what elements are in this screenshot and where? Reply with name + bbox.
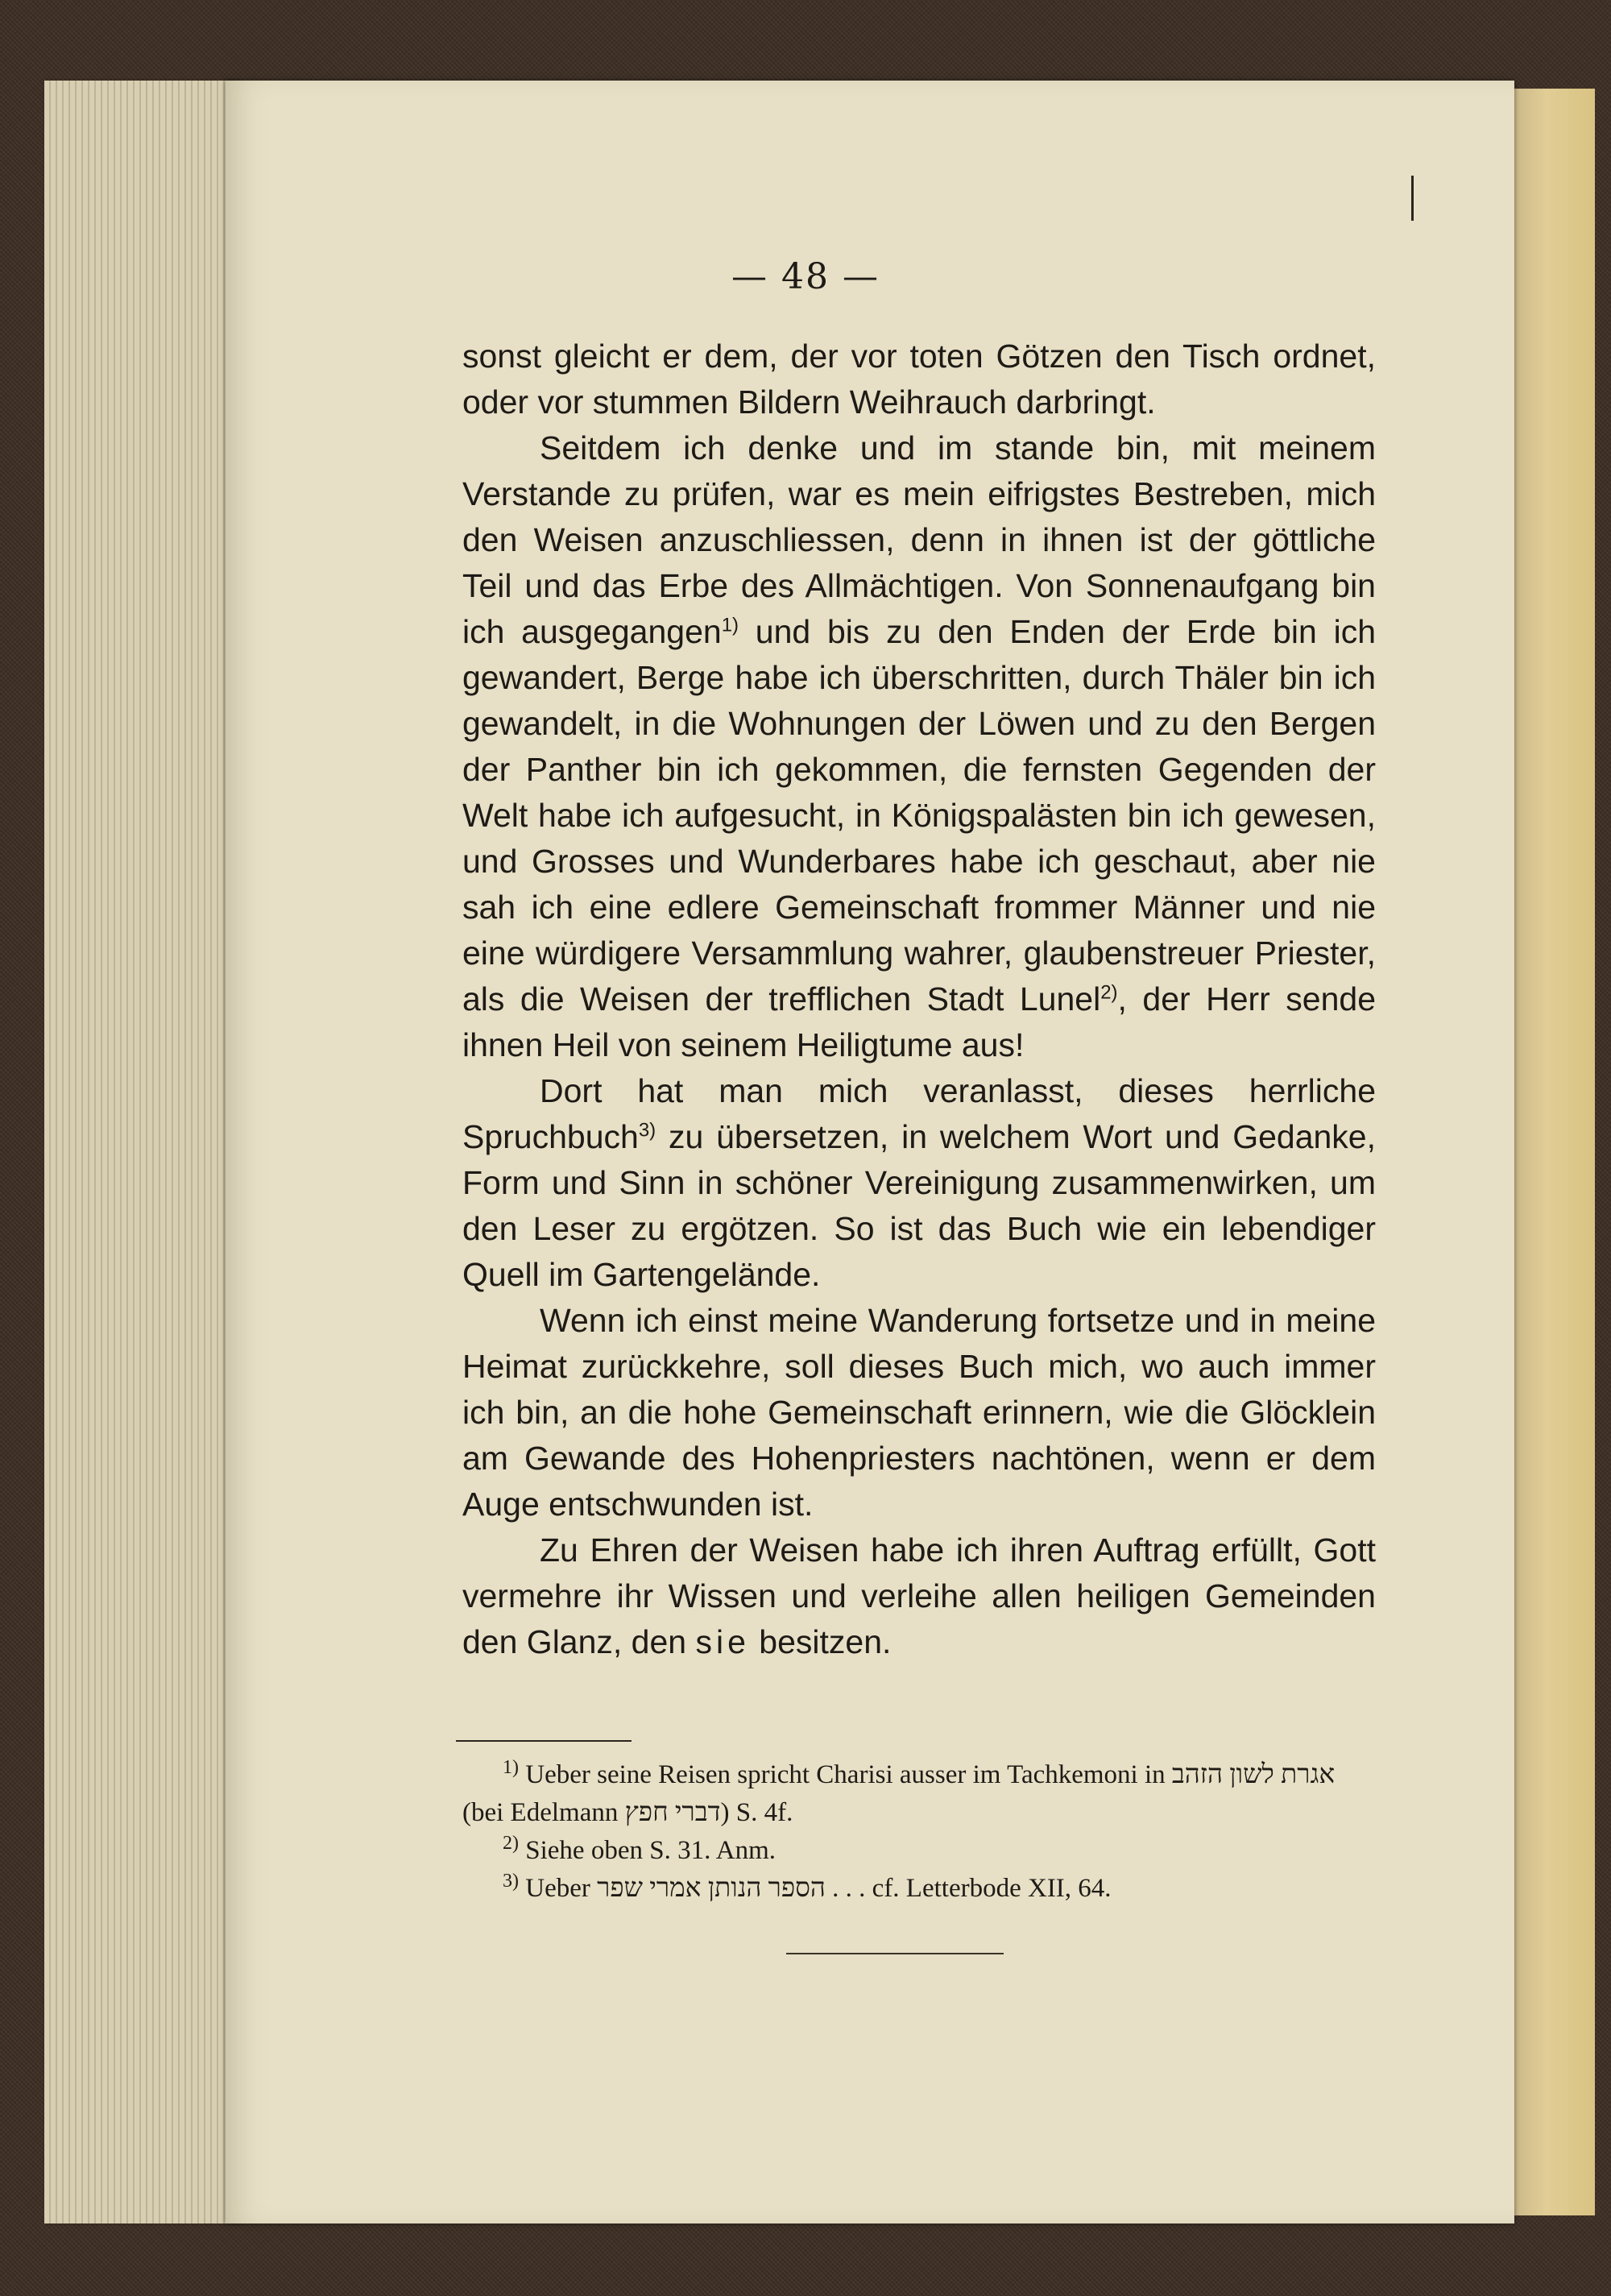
footnote-1 — [462, 1756, 1373, 1832]
paragraph-1-text: sonst gleicht er dem, der vor toten Götzen den Tisch ordnet, oder vor stummen Bildern Weihrauch darbringt. — [462, 338, 1376, 421]
page-mark — [1411, 176, 1414, 221]
footnote-ref-1: 1) — [721, 614, 739, 636]
paragraph-5-text-a: Zu Ehren der Weisen habe ich ihren Auftrag erfüllt, Gott vermehre ihr Wissen und verleihe allen heiligen Gemeinden den Glanz, den — [462, 1531, 1376, 1660]
footnotes — [462, 1756, 1373, 1908]
footnote-divider — [456, 1740, 632, 1742]
paragraph-5-spaced-word: sie — [695, 1623, 750, 1660]
footnote-2-text: Siehe oben S. 31. Anm. — [519, 1836, 776, 1865]
footnote-2 — [462, 1832, 1373, 1870]
footnote-3-mark: 3) — [503, 1871, 519, 1892]
footnote-1-text-c: ) S. 4f. — [720, 1798, 793, 1827]
page-right-edge — [1514, 89, 1595, 2215]
paragraph-5 — [462, 1527, 1376, 1665]
page-number: — 48 — — [731, 256, 880, 297]
paragraph-3-text-a: Dort hat man mich veranlasst, dieses herrliche Spruchbuch — [462, 1072, 1376, 1155]
footnote-ref-3: 3) — [638, 1119, 656, 1142]
footnote-3 — [462, 1870, 1373, 1908]
paragraph-5-text-b: besitzen. — [749, 1623, 892, 1660]
footnote-3-text-a: Ueber — [519, 1874, 598, 1903]
end-divider — [786, 1953, 1004, 1954]
paragraph-2-text-a: Seitdem ich denke und im stande bin, mit meinem Verstande zu prüfen, war es mein eifrigstes Bestreben, mich den Weisen anzuschliessen, denn in ihnen ist der göttliche Teil und das Erbe des Allmächtigen. Von Sonnenaufgang bin ich ausgegangen — [462, 429, 1376, 650]
paragraph-2-text-c: , der Herr sende ihnen Heil von seinem Heiligtume aus! — [462, 980, 1377, 1063]
footnote-1-text-b: (bei Edelmann — [462, 1798, 625, 1827]
paragraph-4-text: Wenn ich einst meine Wanderung fortsetze und in meine Heimat zurückkehre, soll dieses Buch mich, wo auch immer ich bin, an die hohe Gemeinschaft erinnern, wie die Glöcklein am Gewande des Hohenpriesters nachtönen, wenn er dem Auge entschwunden ist. — [462, 1302, 1376, 1523]
footnote-1-text-a: Ueber seine Reisen spricht Charisi ausser im Tachkemoni in — [519, 1760, 1172, 1789]
footnote-1-mark: 1) — [503, 1757, 519, 1778]
footnote-3-text-b: . . . cf. Letterbode XII, 64. — [825, 1874, 1112, 1903]
main-text — [462, 334, 1376, 1665]
paragraph-3-text-b: zu übersetzen, in welchem Wort und Gedanke, Form und Sinn in schöner Vereinigung zusammenwirken, um den Leser zu ergötzen. So ist das Buch wie ein lebendiger Quell im Gartengelände. — [462, 1118, 1376, 1293]
footnote-2-mark: 2) — [503, 1833, 519, 1854]
footnote-1-hebrew-source: דברי חפץ — [624, 1798, 721, 1827]
paragraph-2 — [462, 425, 1376, 1068]
paragraph-3 — [462, 1068, 1376, 1298]
paragraph-4 — [462, 1298, 1376, 1527]
page-stack-edges — [44, 81, 238, 2223]
paragraph-2-text-b: und bis zu den Enden der Erde bin ich gewandert, Berge habe ich überschritten, durch Thäler bin ich gewandelt, in die Wohnungen der Löwen und zu den Bergen der Panther bin ich gekommen, die fernsten Gegenden der Welt habe ich aufgesucht, in Königspalästen bin ich gewesen, und Grosses und Wunderbares habe ich geschaut, aber nie sah ich eine edlere Gemeinschaft frommer Männer und nie eine würdigere Versammlung wahrer, glaubenstreuer Priester, als die Weisen der trefflichen Stadt Lunel — [462, 613, 1376, 1017]
paragraph-1 — [462, 334, 1376, 425]
footnote-3-hebrew-title: הספר הנותן אמרי שפר — [597, 1874, 826, 1903]
footnote-ref-2: 2) — [1100, 981, 1118, 1004]
footnote-1-hebrew-title: אגרת לשון הזהב — [1171, 1760, 1336, 1789]
